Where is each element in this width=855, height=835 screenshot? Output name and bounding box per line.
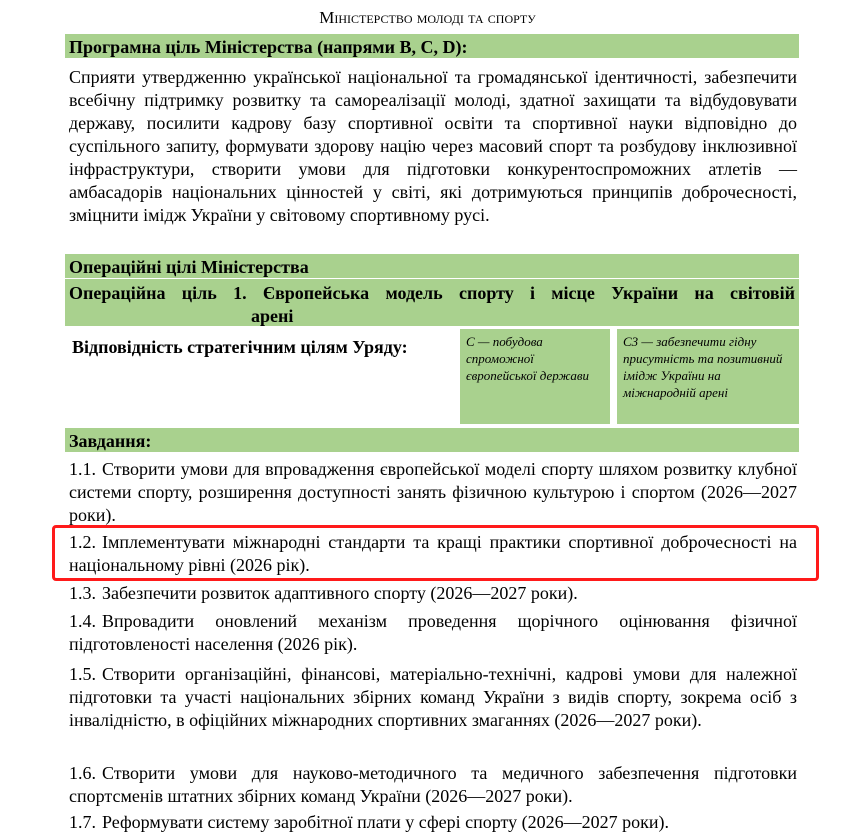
task-number: 1.1. [69,459,96,479]
strategic-goal-c: С — побудова спроможної європейської держави [460,329,610,424]
task-number: 1.2. [69,532,96,552]
task-number: 1.7. [69,812,96,832]
task-text: Створити умови для науково-методичного та медичного забезпечення підготовки спортсменів штатних збірних команд України (2026—2027 роки). [69,763,797,806]
page-title: Міністерство молоді та спорту [319,8,536,27]
compliance-label: Відповідність стратегічним цілям Уряду: [72,337,408,357]
strategic-goal-c3: С3 — забезпечити гідну присутність та позитивний імідж України на міжнародній арені [617,329,799,424]
task-1-4 [69,610,797,656]
task-number: 1.6. [69,763,96,783]
task-text: Імплементувати міжнародні стандарти та кращі практики спортивної доброчесності на національному рівні (2026 рік). [69,532,797,575]
operational-goal-1 [65,279,799,326]
tasks-heading: Завдання: [65,428,799,452]
task-text: Створити умови для впровадження європейської моделі спорту шляхом розвитку клубної системи спорту, розширення доступності занять фізичною культурою і спортом (2026—2027 роки). [69,459,797,525]
operational-goal-1-line1: Операційна ціль 1. Європейська модель спорту і місце України на світовій [69,283,795,303]
program-goal-text: Сприяти утвердженню української національної та громадянської ідентичності, забезпечити всебічну підтримку розвитку та самореалізації молоді, здатної захищати та відбудовувати державу, посилити кадрову базу спортивної освіти та спортивної науки відповідно до суспільного запиту, формувати здорову націю через масовий спорт та розбудову інклюзивної інфраструктури, створити умови для підготовки конкурентоспроможних атлетів — амбасадорів національних цінностей у світі, які дотримуються принципів доброчесності, зміцнити імідж України у світовому спортивному русі. [69,67,797,225]
operational-goal-1-line2: арені [251,306,294,326]
task-text: Впровадити оновлений механізм проведення щорічного оцінювання фізичної підготовленості населення (2026 рік). [69,611,797,654]
task-1-5 [69,663,797,732]
operational-goals-heading: Операційні цілі Міністерства [65,254,799,278]
task-1-3 [69,582,797,605]
task-1-7 [69,811,797,834]
task-1-2-highlight-box [52,525,819,581]
task-1-6 [69,762,797,808]
program-goal-heading: Програмна ціль Міністерства (напрями B, C, D): [65,34,799,58]
task-text: Забезпечити розвиток адаптивного спорту (2026—2027 роки). [102,583,578,603]
task-1-1 [69,458,797,527]
task-text: Створити організаційні, фінансові, матеріально-технічні, кадрові умови для належної підготовки та участі національних збірних команд України з видів спорту, зокрема осіб з інвалідністю, в офіційних міжнародних спортивних змаганнях (2026—2027 роки). [69,664,797,730]
task-number: 1.3. [69,583,96,603]
task-number: 1.4. [69,611,96,631]
task-number: 1.5. [69,664,96,684]
task-text: Реформувати систему заробітної плати у сфері спорту (2026—2027 роки). [102,812,670,832]
